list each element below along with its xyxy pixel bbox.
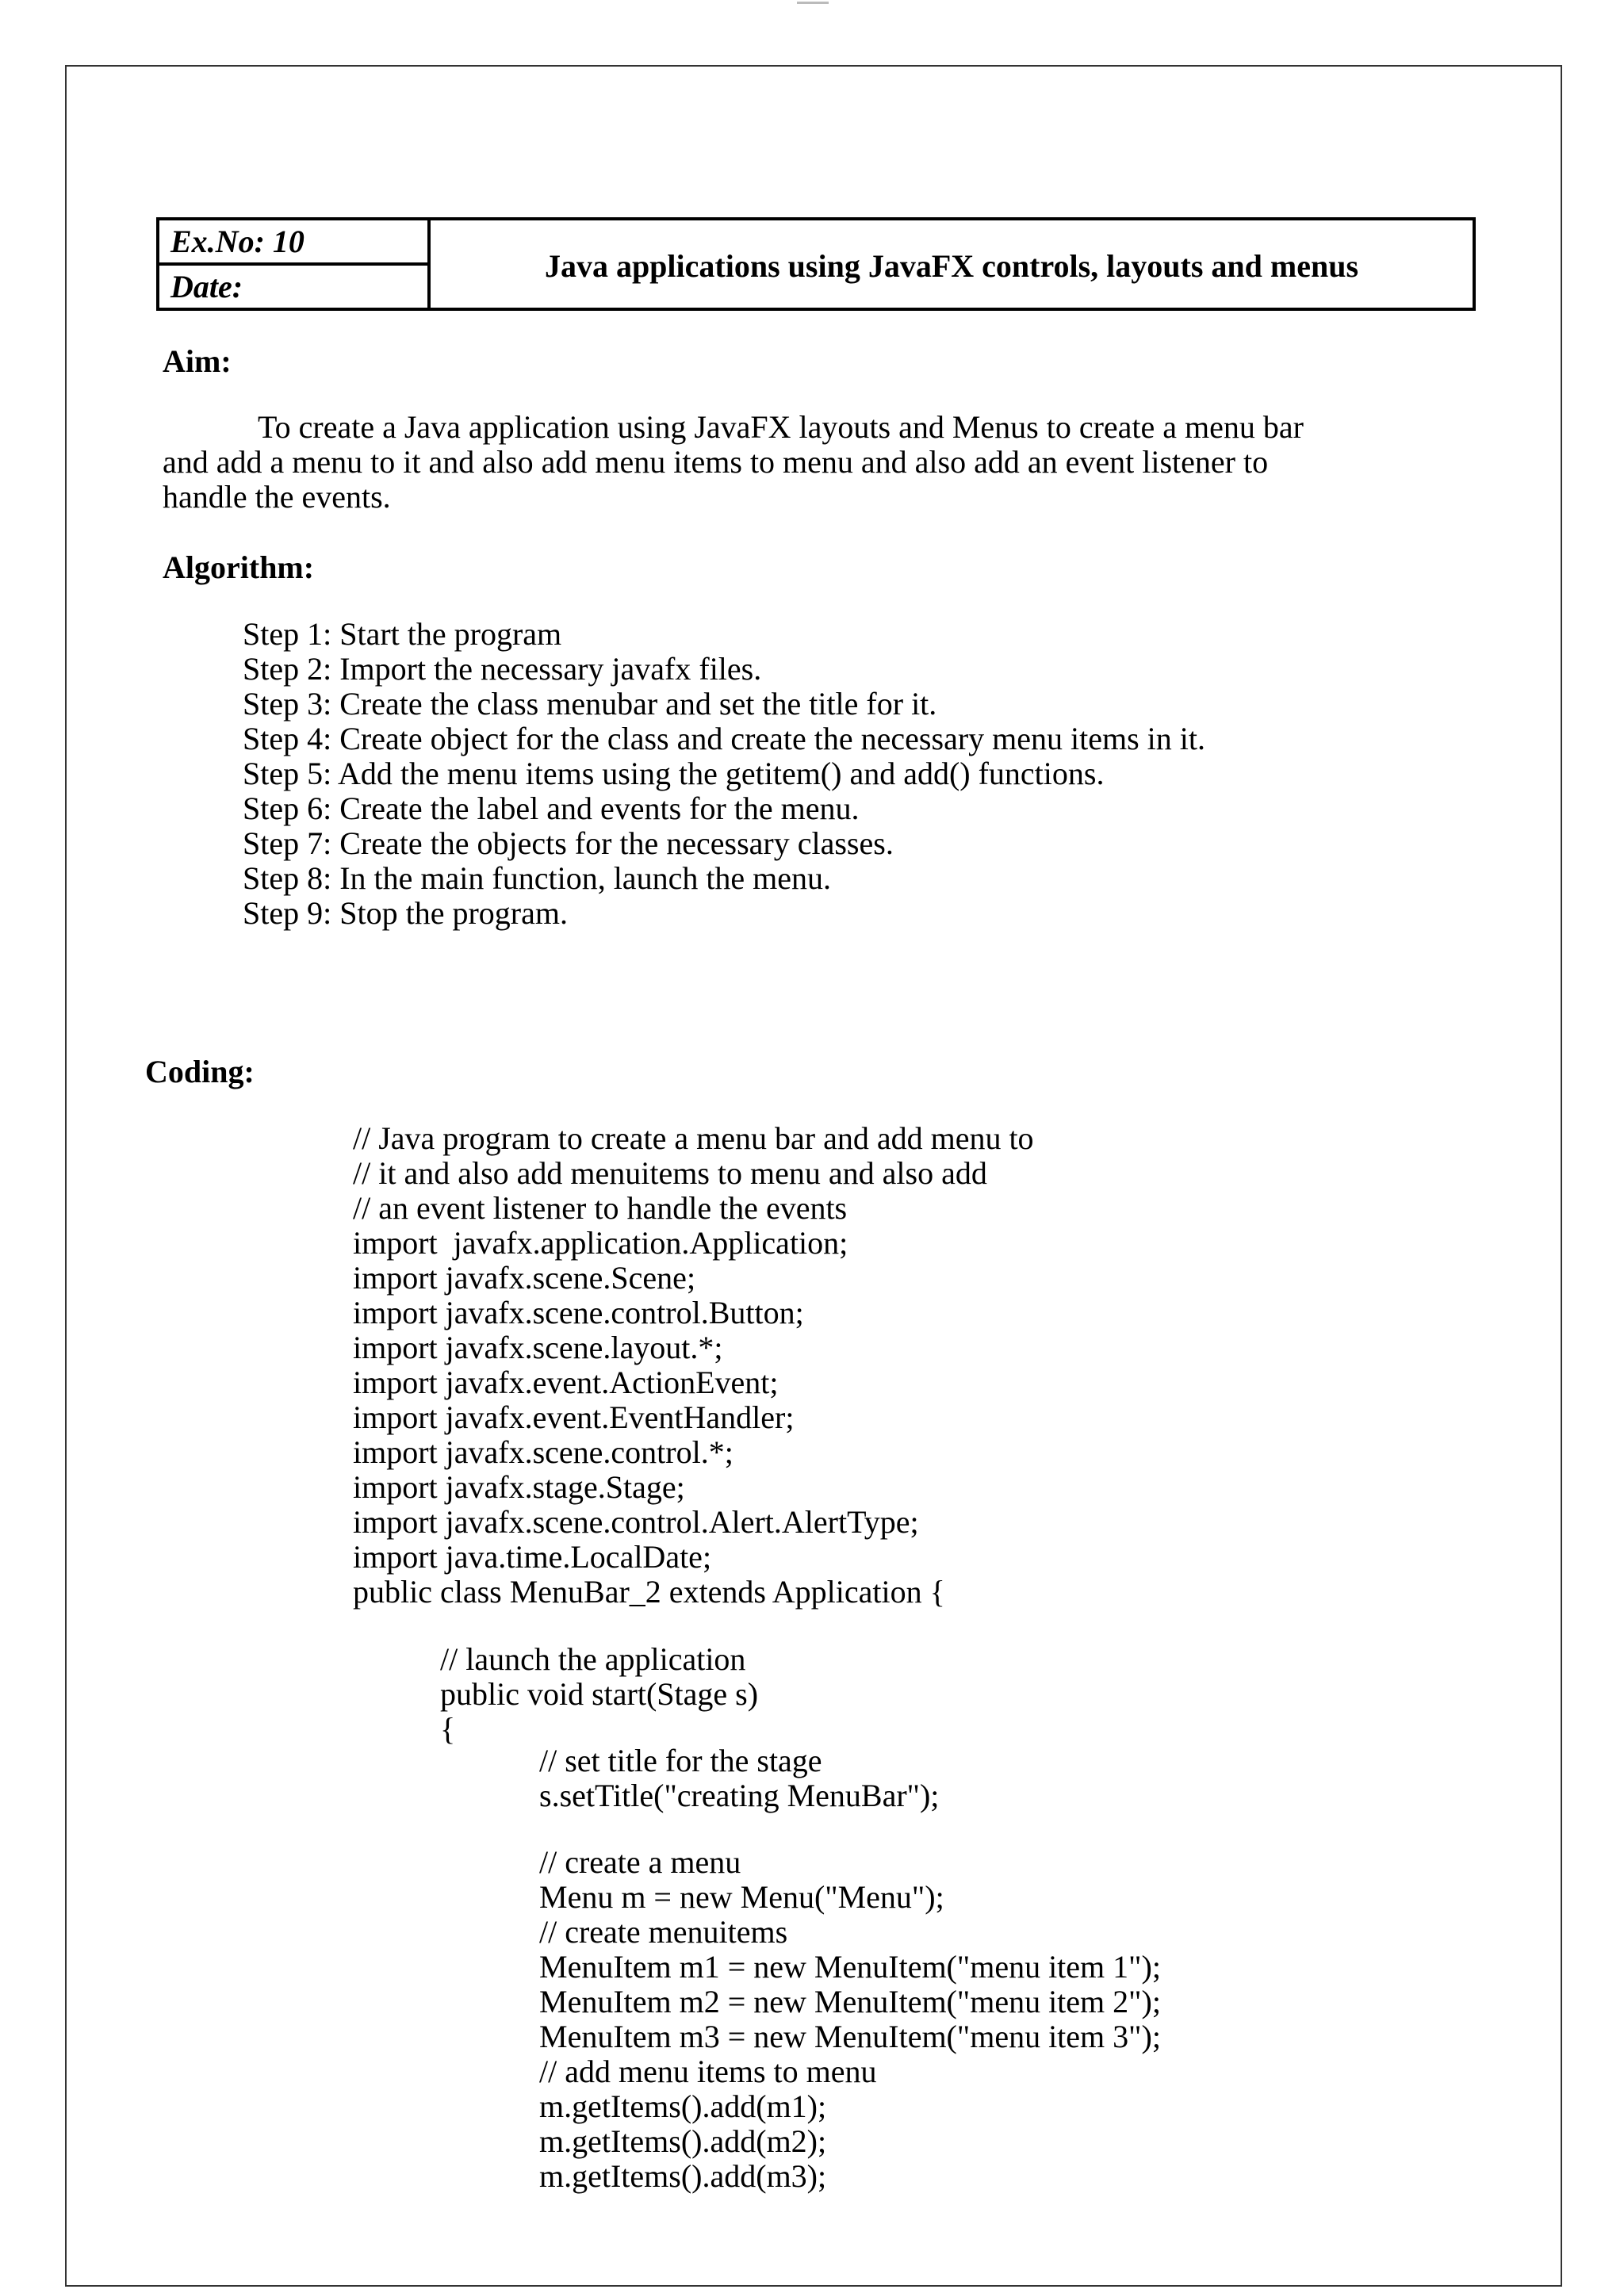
code-line: m.getItems().add(m2); — [539, 2123, 827, 2159]
aim-heading: Aim: — [163, 343, 232, 379]
aim-line-1: To create a Java application using JavaFX layouts and Menus to create a menu bar — [258, 409, 1304, 445]
code-line: // an event listener to handle the events — [353, 1190, 848, 1226]
code-line: { — [440, 1711, 456, 1747]
algorithm-step: Step 4: Create object for the class and create the necessary menu items in it. — [243, 721, 1206, 756]
ex-no-label: Ex.No: 10 — [159, 220, 427, 266]
code-line: // launch the application — [440, 1641, 746, 1677]
algorithm-step: Step 9: Stop the program. — [243, 895, 568, 931]
aim-line-3: handle the events. — [163, 479, 391, 515]
code-line: Menu m = new Menu("Menu"); — [539, 1879, 944, 1915]
code-line: // Java program to create a menu bar and add menu to — [353, 1120, 1034, 1156]
algorithm-step: Step 5: Add the menu items using the getitem() and add() functions. — [243, 756, 1105, 791]
code-line: import javafx.scene.control.Button; — [353, 1295, 804, 1330]
exercise-title: Java applications using JavaFX controls, layouts and menus — [544, 247, 1359, 284]
code-line: import javafx.event.ActionEvent; — [353, 1365, 779, 1400]
code-line: MenuItem m1 = new MenuItem("menu item 1"); — [539, 1949, 1161, 1985]
algorithm-steps — [243, 617, 1205, 931]
algorithm-step: Step 2: Import the necessary javafx files. — [243, 651, 762, 687]
code-line: import javafx.scene.control.Alert.AlertType; — [353, 1504, 919, 1540]
header-table — [156, 217, 1476, 311]
coding-heading: Coding: — [145, 1054, 255, 1089]
code-line: m.getItems().add(m1); — [539, 2088, 827, 2124]
code-line: // set title for the stage — [539, 1743, 822, 1778]
code-line: import javafx.application.Application; — [353, 1225, 848, 1261]
algorithm-heading: Algorithm: — [163, 549, 315, 585]
code-line: import javafx.event.EventHandler; — [353, 1399, 795, 1435]
code-line: public class MenuBar_2 extends Application { — [353, 1574, 945, 1610]
date-label: Date: — [170, 269, 243, 304]
algorithm-step: Step 7: Create the objects for the necessary classes. — [243, 825, 894, 861]
algorithm-step: Step 6: Create the label and events for the menu. — [243, 790, 860, 826]
code-block-start-method — [440, 1642, 758, 1747]
code-line: // create a menu — [539, 1844, 741, 1880]
code-line: import java.time.LocalDate; — [353, 1539, 712, 1575]
header-left-column — [159, 220, 431, 308]
code-line: // add menu items to menu — [539, 2054, 877, 2089]
algorithm-step: Step 3: Create the class menubar and set the title for it. — [243, 686, 937, 722]
code-block-imports — [353, 1121, 1034, 1610]
code-line: MenuItem m3 = new MenuItem("menu item 3"); — [539, 2019, 1161, 2054]
code-line: import javafx.stage.Stage; — [353, 1469, 685, 1505]
aim-paragraph — [163, 410, 1400, 515]
code-block-menu-items — [539, 1845, 1161, 2194]
code-line: s.setTitle("creating MenuBar"); — [539, 1778, 940, 1813]
algorithm-step: Step 8: In the main function, launch the menu. — [243, 860, 832, 896]
code-line: import javafx.scene.Scene; — [353, 1260, 696, 1296]
code-line: MenuItem m2 = new MenuItem("menu item 2"); — [539, 1984, 1161, 2019]
code-line: // it and also add menuitems to menu and also add — [353, 1155, 987, 1191]
code-line: import javafx.scene.layout.*; — [353, 1330, 723, 1365]
code-line: import javafx.scene.control.*; — [353, 1434, 733, 1470]
algorithm-step: Step 1: Start the program — [243, 616, 562, 652]
code-line: public void start(Stage s) — [440, 1676, 759, 1712]
code-line: m.getItems().add(m3); — [539, 2158, 827, 2194]
code-line: // create menuitems — [539, 1914, 788, 1950]
page-top-mark — [797, 2, 829, 4]
code-block-set-title — [539, 1744, 939, 1813]
aim-line-2: and add a menu to it and also add menu items to menu and also add an event listener to — [163, 444, 1269, 480]
